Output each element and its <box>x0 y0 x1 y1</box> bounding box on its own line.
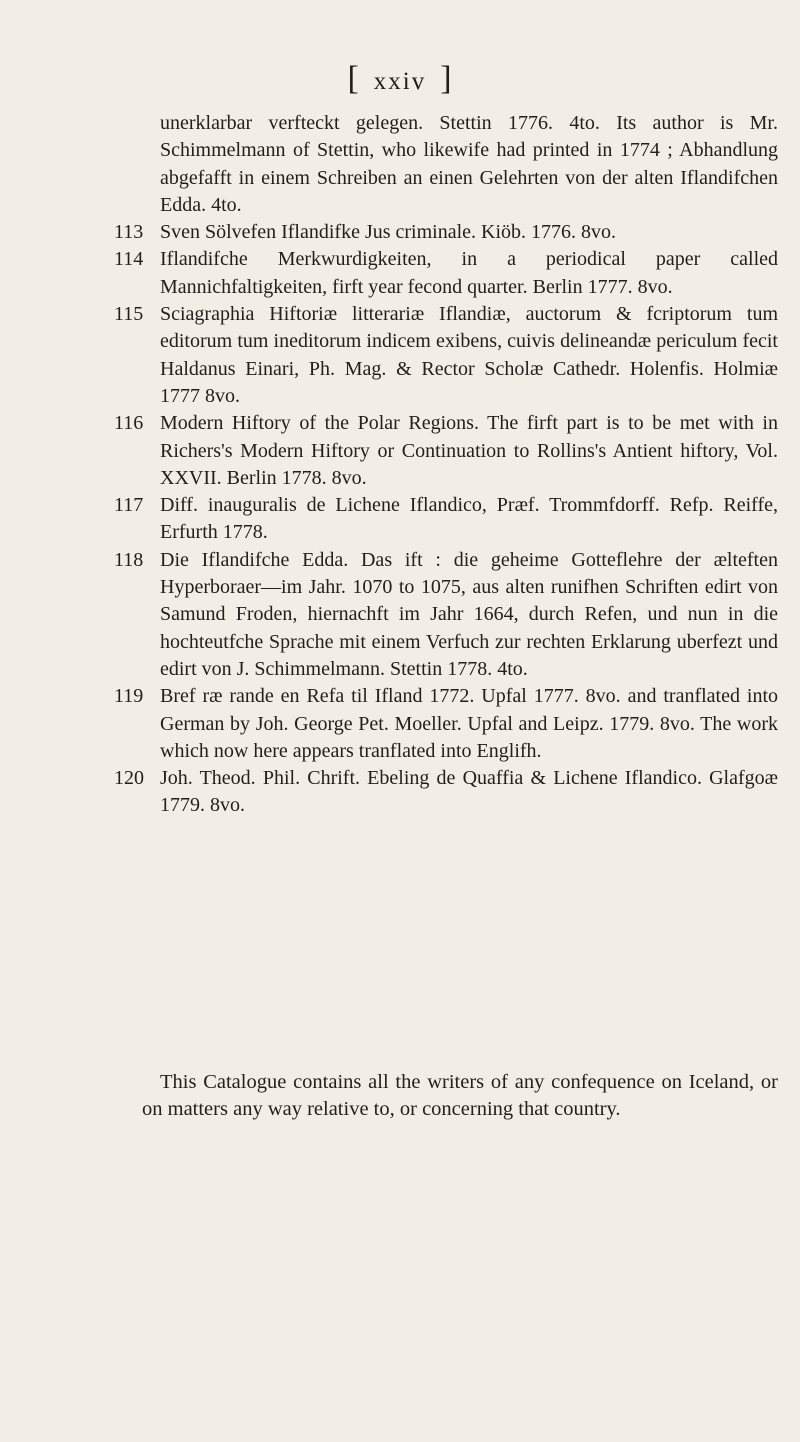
catalogue-entry <box>114 410 778 492</box>
page-number: xxiv <box>373 68 427 95</box>
entry-text: Joh. Theod. Phil. Chrift. Ebeling de Quaffia & Lichene Iflandico. Glafgoæ 1779. 8vo. <box>160 767 778 817</box>
catalogue-entry <box>114 547 778 683</box>
running-head <box>0 60 800 98</box>
catalogue-body <box>114 110 778 820</box>
entry-text: Diff. inauguralis de Lichene Iflandico, Præf. Trommfdorff. Refp. Reiffe, Erfurth 1778. <box>160 494 778 544</box>
closing-paragraph: This Catalogue contains all the writers of any confequence on Iceland, or on matters any way relative to, or concerning that country. <box>142 1070 778 1120</box>
entry-text: Sciagraphia Hiftoriæ litterariæ Iflandiæ, auctorum & fcriptorum tum editorum tum ineditorum indicem exibens, cuivis delineandæ periculum fecit Haldanus Einari, Ph. Mag. & Rector Scholæ Cathedr. Holenfis. Holmiæ 1777 8vo. <box>160 303 778 407</box>
entry-number: 120 <box>114 767 144 790</box>
entry-number: 116 <box>114 412 144 435</box>
entry-text: Sven Sölvefen Iflandifke Jus criminale. Kiöb. 1776. 8vo. <box>160 221 617 244</box>
entry-number: 113 <box>114 221 144 244</box>
entry-number: 114 <box>114 248 144 271</box>
catalogue-entry <box>114 683 778 765</box>
continued-entry-text: unerklarbar verfteckt gelegen. Stettin 1776. 4to. Its author is Mr. Schimmelmann of Stettin, who likewife had printed in 1774 ; Abhandlung abgefafft in einem Schreiben an einen Gelehrten von der alten Iflandifchen Edda. 4to. <box>160 112 778 216</box>
catalogue-entry <box>114 492 778 547</box>
running-head-open-bracket: [ <box>347 60 360 97</box>
entry-text: Die Iflandifche Edda. Das ift : die geheime Gotteflehre der ælteften Hyperboraer—im Jahr. 1070 to 1075, aus alten runifhen Schriften edirt von Samund Froden, hiernachft im Jahr 1664, durch Refen, und nun in die hochteutfche Sprache mit einem Verfuch zur rechten Erklarung uberfezt und edirt von J. Schimmelmann. Stettin 1778. 4to. <box>160 548 778 680</box>
entry-text: Iflandifche Merkwurdigkeiten, in a periodical paper called Mannichfaltigkeiten, firft year fecond quarter. Berlin 1777. 8vo. <box>160 248 778 298</box>
continued-entry <box>160 110 778 219</box>
catalogue-entry <box>114 246 778 301</box>
entry-text: Modern Hiftory of the Polar Regions. The firft part is to be met with in Richers's Modern Hiftory or Continuation to Rollins's Antient hiftory, Vol. XXVII. Berlin 1778. 8vo. <box>160 412 778 489</box>
entry-text: Bref ræ rande en Refa til Ifland 1772. Upfal 1777. 8vo. and tranflated into German by Joh. George Pet. Moeller. Upfal and Leipz. 1779. 8vo. The work which now here appears tranflated into Englifh. <box>160 685 778 762</box>
catalogue-entry <box>114 301 778 410</box>
catalogue-entry <box>114 219 778 246</box>
entry-number: 118 <box>114 548 144 571</box>
catalogue-entry <box>114 765 778 820</box>
entry-number: 115 <box>114 303 144 326</box>
entry-number: 117 <box>114 494 144 517</box>
running-head-close-bracket: ] <box>440 60 453 97</box>
entry-number: 119 <box>114 685 144 708</box>
